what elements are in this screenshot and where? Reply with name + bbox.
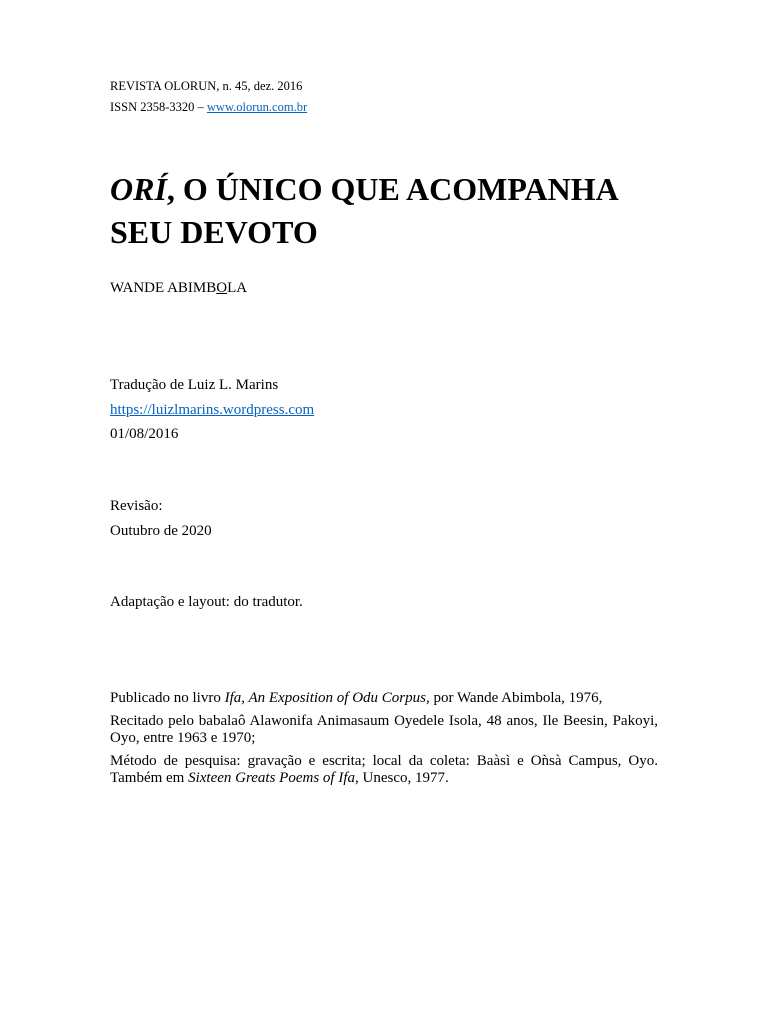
issn-text: ISSN 2358-3320 – bbox=[110, 100, 204, 114]
document-title bbox=[110, 168, 670, 254]
journal-info: REVISTA OLORUN, n. 45, dez. 2016 bbox=[110, 79, 303, 93]
title-italic-part: ORÍ bbox=[110, 171, 167, 207]
translator-website-link[interactable]: https://luizlmarins.wordpress.com bbox=[110, 401, 315, 418]
revision-label: Revisão: bbox=[110, 498, 163, 514]
layout-credit: Adaptação e layout: do tradutor. bbox=[110, 594, 303, 610]
translator-credit: Tradução de Luiz L. Marins bbox=[110, 377, 279, 393]
research-method: Método de pesquisa: gravação e escrita; local da coleta: Baàsì e Oǹsà Campus, Oyo. Também em Sixteen Greats Poems of Ifa, Unesco, 1977. bbox=[110, 753, 658, 786]
translation-block bbox=[110, 373, 314, 447]
issn-line bbox=[110, 97, 307, 118]
translation-date: 01/08/2016 bbox=[110, 426, 179, 442]
revision-block bbox=[110, 494, 212, 543]
revision-date: Outubro de 2020 bbox=[110, 522, 212, 539]
recited-by: Recitado pelo babalaô Alawonifa Animasaum Oyedele Isola, 48 anos, Ile Beesin, Pakoyi, Oyo, entre 1963 e 1970; bbox=[110, 713, 658, 746]
book-title: Ifa, An Exposition of Odu Corpus, bbox=[224, 690, 430, 706]
title-rest: , O ÚNICO QUE ACOMPANHA SEU DEVOTO bbox=[110, 171, 617, 250]
second-book-title: Sixteen Greats Poems of Ifa bbox=[188, 770, 355, 786]
published-in: Publicado no livro Ifa, An Exposition of Odu Corpus, por Wande Abimbola, 1976, bbox=[110, 690, 603, 706]
journal-header bbox=[110, 76, 307, 118]
publication-notes bbox=[110, 690, 658, 787]
author-name: WANDE ABIMBOLA bbox=[110, 280, 248, 296]
author-underlined-letter: O bbox=[216, 280, 228, 296]
journal-website-link[interactable]: www.olorun.com.br bbox=[206, 100, 308, 114]
